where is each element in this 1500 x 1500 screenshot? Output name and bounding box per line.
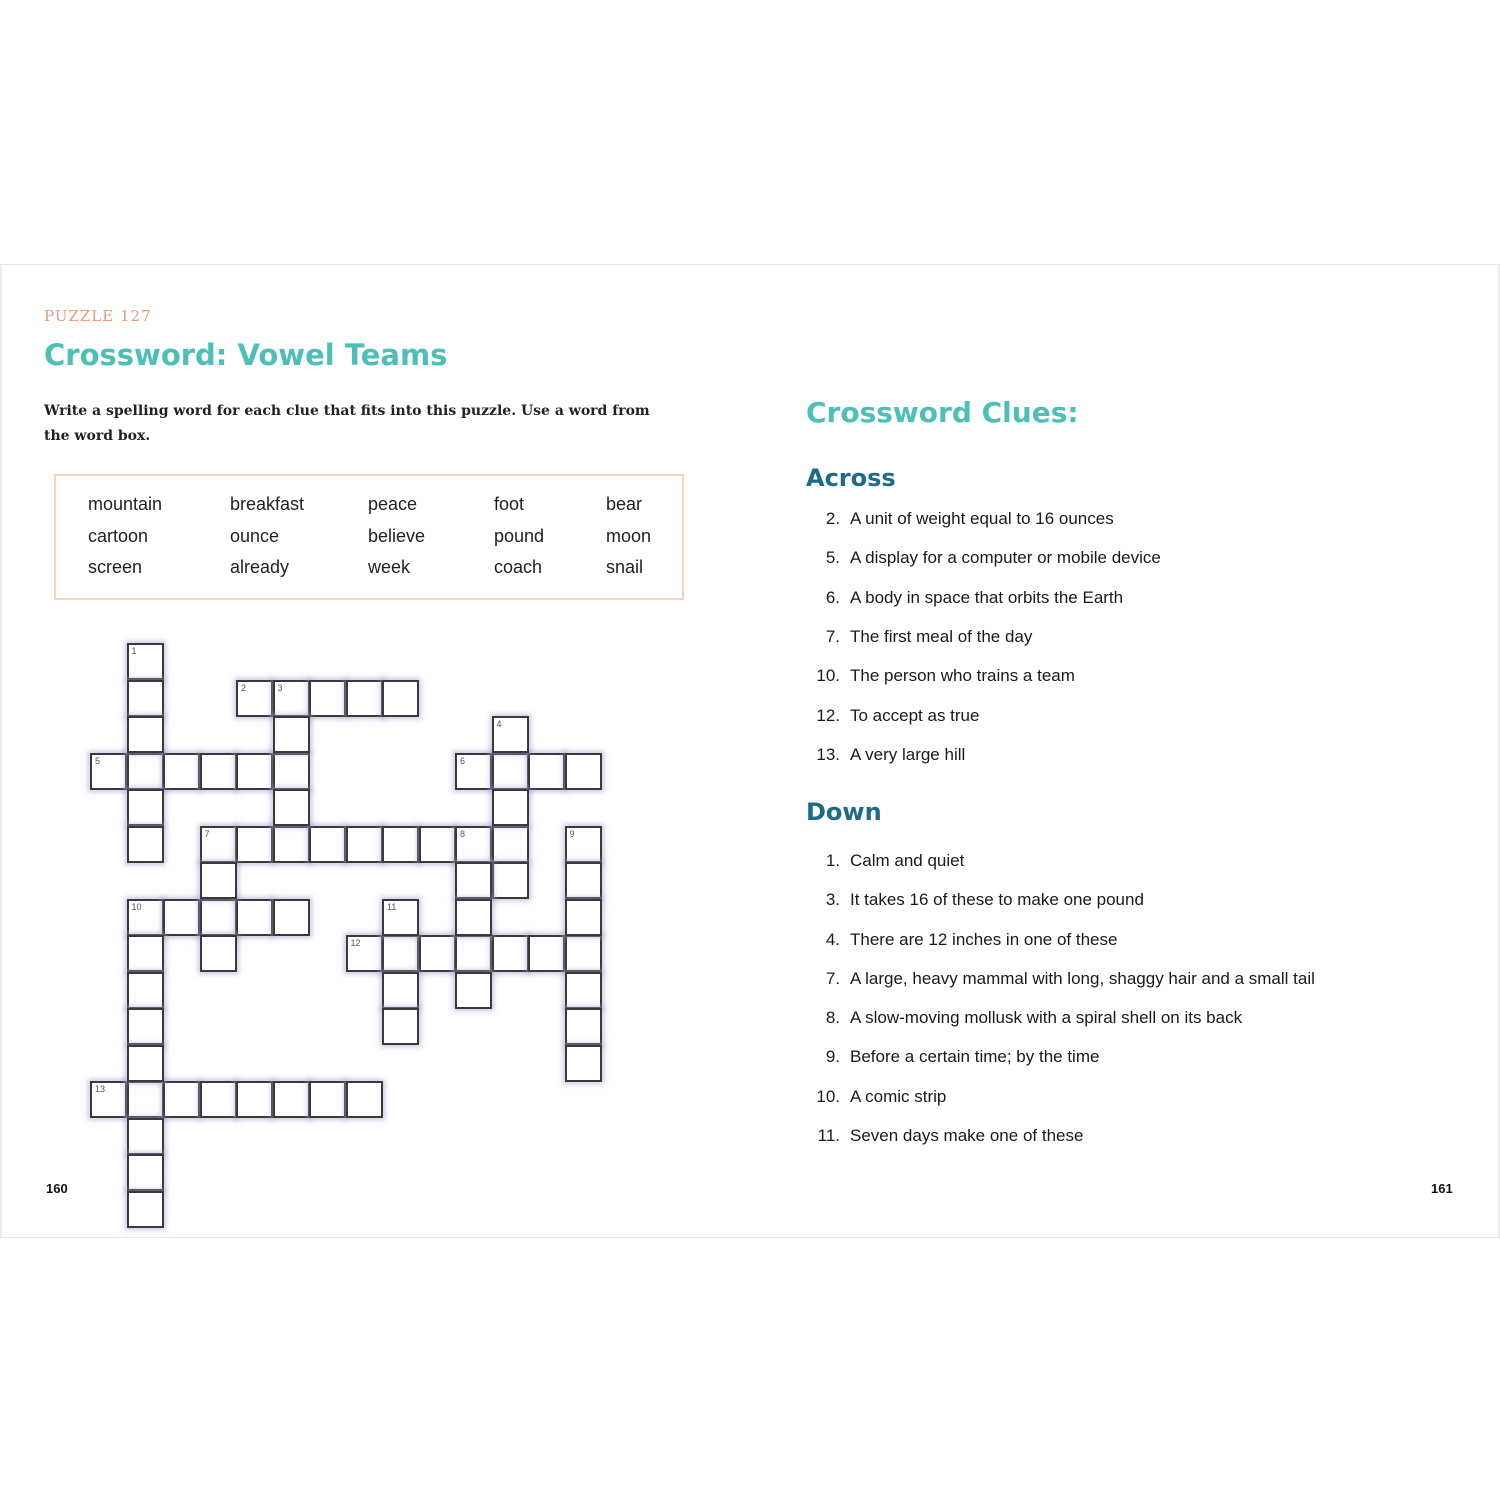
down-clue [806, 1008, 1242, 1028]
cell-number: 4 [496, 719, 502, 729]
across-clue [806, 509, 1114, 529]
crossword-cell[interactable] [127, 1045, 164, 1082]
word-box-word: believe [368, 526, 426, 546]
clue-number: 5. [825, 548, 840, 567]
word-box-word: breakfast [230, 494, 305, 514]
crossword-cell[interactable] [127, 935, 164, 972]
clues-title: Crossword Clues: [806, 396, 1079, 429]
clue-number: 10. [816, 1087, 840, 1106]
crossword-cell[interactable] [346, 1081, 383, 1118]
crossword-cell[interactable] [127, 1154, 164, 1191]
crossword-cell[interactable] [90, 753, 127, 790]
crossword-cell[interactable] [127, 753, 164, 790]
crossword-cell[interactable] [492, 826, 529, 863]
page-title: Crossword: Vowel Teams [44, 338, 448, 372]
crossword-cell[interactable] [382, 826, 419, 863]
cell-number: 6 [460, 755, 466, 766]
cell-number: 8 [460, 828, 466, 839]
word-box-word: ounce [230, 526, 280, 546]
instructions: Write a spelling word for each clue that fits into this puzzle. Use a word from the word box. [44, 403, 650, 444]
crossword-cell[interactable] [200, 899, 237, 936]
word-box-word: bear [606, 494, 643, 514]
cell-number: 12 [350, 938, 361, 948]
clue-number: 12. [816, 706, 840, 725]
crossword-cell[interactable] [382, 899, 419, 936]
crossword-cell[interactable] [200, 753, 237, 790]
clue-number: 1. [825, 851, 840, 870]
word-box-word: cartoon [88, 526, 149, 546]
clue-number: 10. [816, 666, 840, 685]
crossword-cell[interactable] [382, 1008, 419, 1045]
crossword-cell[interactable] [127, 643, 164, 680]
crossword-cell[interactable] [565, 1045, 602, 1082]
clue-number: 2. [825, 509, 840, 528]
clue-text: A comic strip [850, 1087, 947, 1106]
crossword-cell[interactable] [200, 862, 237, 899]
across-clue [806, 627, 1032, 647]
word-box-word: foot [494, 494, 525, 514]
crossword-cell[interactable] [127, 1008, 164, 1045]
crossword-cell[interactable] [455, 935, 492, 972]
clue-text: A display for a computer or mobile device [850, 548, 1161, 567]
crossword-cell[interactable] [127, 680, 164, 717]
clue-number: 13. [816, 745, 840, 764]
word-box-word: screen [88, 557, 143, 577]
clue-number: 7. [825, 627, 840, 646]
crossword-cell[interactable] [309, 826, 346, 863]
crossword-cell[interactable] [127, 1081, 164, 1118]
crossword-cell[interactable] [455, 899, 492, 936]
crossword-cell[interactable] [382, 972, 419, 1009]
crossword-cell[interactable] [273, 899, 310, 936]
cell-number: 10 [131, 901, 142, 912]
page-number-right: 161 [1431, 1181, 1453, 1196]
crossword-cell[interactable] [492, 716, 529, 753]
clue-text: Calm and quiet [850, 851, 965, 870]
cell-number: 1 [131, 646, 137, 656]
crossword-cell[interactable] [455, 753, 492, 790]
crossword-cell[interactable] [200, 935, 237, 972]
crossword-cell[interactable] [565, 862, 602, 899]
crossword-cell[interactable] [127, 789, 164, 826]
crossword-cell[interactable] [309, 1081, 346, 1118]
crossword-cell[interactable] [528, 935, 565, 972]
crossword-cell[interactable] [236, 1081, 273, 1118]
cell-number: 3 [277, 682, 283, 693]
clue-text: A large, heavy mammal with long, shaggy hair and a small tail [850, 969, 1315, 988]
crossword-cell[interactable] [346, 935, 383, 972]
crossword-cell[interactable] [565, 1008, 602, 1045]
crossword-cell[interactable] [382, 935, 419, 972]
cell-number: 7 [204, 828, 210, 839]
crossword-cell[interactable] [200, 826, 237, 863]
clue-text: To accept as true [850, 706, 980, 725]
crossword-cell[interactable] [419, 826, 456, 863]
crossword-cell[interactable] [127, 1118, 164, 1155]
cell-number: 13 [95, 1084, 106, 1094]
clue-number: 8. [825, 1008, 840, 1027]
crossword-cell[interactable] [163, 1081, 200, 1118]
down-heading: Down [806, 798, 882, 826]
clue-number: 6. [825, 588, 840, 607]
across-clue [806, 588, 1123, 608]
cell-number: 2 [241, 682, 247, 693]
word-box-word: snail [606, 557, 644, 577]
page-number-left: 160 [46, 1181, 68, 1196]
word-box-word: mountain [88, 494, 163, 514]
crossword-cell[interactable] [346, 680, 383, 717]
crossword-cell[interactable] [127, 972, 164, 1009]
crossword-cell[interactable] [127, 716, 164, 753]
clue-text: A slow-moving mollusk with a spiral shell on its back [850, 1008, 1243, 1027]
clue-text: Seven days make one of these [850, 1126, 1084, 1145]
crossword-cell[interactable] [492, 753, 529, 790]
crossword-cell[interactable] [565, 935, 602, 972]
crossword-cell[interactable] [273, 680, 310, 717]
down-clue [806, 969, 1315, 989]
across-clue [806, 745, 965, 765]
word-box-word: coach [494, 557, 543, 577]
crossword-cell[interactable] [492, 935, 529, 972]
across-clue [806, 706, 979, 726]
clue-text: The person who trains a team [850, 666, 1075, 685]
across-clue [806, 548, 1161, 568]
crossword-cell[interactable] [309, 680, 346, 717]
clue-text: A body in space that orbits the Earth [850, 588, 1124, 607]
crossword-cell[interactable] [163, 753, 200, 790]
down-clue [806, 1087, 946, 1107]
crossword-cell[interactable] [236, 899, 273, 936]
crossword-cell[interactable] [273, 753, 310, 790]
clue-number: 11. [817, 1126, 840, 1145]
crossword-cell[interactable] [455, 826, 492, 863]
page-edge-left [0, 265, 2, 1237]
crossword-cell[interactable] [382, 680, 419, 717]
crossword-cell[interactable] [528, 753, 565, 790]
crossword-cell[interactable] [565, 753, 602, 790]
clue-text: A unit of weight equal to 16 ounces [850, 509, 1114, 528]
clue-number: 9. [825, 1047, 840, 1066]
crossword-cell[interactable] [492, 789, 529, 826]
crossword-cell[interactable] [273, 1081, 310, 1118]
down-clue [806, 890, 1144, 910]
word-box-word: pound [494, 526, 545, 546]
crossword-cell[interactable] [565, 826, 602, 863]
crossword-cell[interactable] [236, 753, 273, 790]
word-box-word: week [368, 557, 411, 577]
clue-number: 4. [825, 930, 840, 949]
crossword-cell[interactable] [273, 716, 310, 753]
word-box-word: moon [606, 526, 652, 546]
cell-number: 9 [569, 828, 575, 839]
crossword-cell[interactable] [163, 899, 200, 936]
crossword-cell[interactable] [565, 972, 602, 1009]
clue-text: Before a certain time; by the time [850, 1047, 1100, 1066]
crossword-cell[interactable] [455, 862, 492, 899]
puzzle-label: PUZZLE 127 [44, 307, 152, 325]
across-heading: Across [806, 464, 896, 492]
crossword-cell[interactable] [236, 680, 273, 717]
crossword-cell[interactable] [200, 1081, 237, 1118]
clue-text: The first meal of the day [850, 627, 1033, 646]
crossword-cell[interactable] [455, 972, 492, 1009]
across-clue [806, 666, 1075, 686]
crossword-cell[interactable] [127, 899, 164, 936]
crossword-cell[interactable] [90, 1081, 127, 1118]
crossword-cell[interactable] [492, 862, 529, 899]
clue-number: 7. [825, 969, 840, 988]
clue-text: There are 12 inches in one of these [850, 930, 1118, 949]
word-box-word: already [230, 557, 290, 577]
clue-number: 3. [825, 890, 840, 909]
cell-number: 11 [387, 901, 397, 912]
crossword-cell[interactable] [273, 789, 310, 826]
down-clue [806, 1126, 1083, 1146]
clue-text: It takes 16 of these to make one pound [850, 890, 1144, 909]
cell-number: 5 [95, 755, 101, 766]
word-box-word: peace [368, 494, 418, 514]
crossword-cell[interactable] [273, 826, 310, 863]
word-box [54, 474, 684, 600]
crossword-cell[interactable] [346, 826, 383, 863]
clue-text: A very large hill [850, 745, 966, 764]
crossword-cell[interactable] [419, 935, 456, 972]
crossword-cell[interactable] [236, 826, 273, 863]
down-clue [806, 1047, 1099, 1067]
crossword-cell[interactable] [127, 826, 164, 863]
crossword-cell[interactable] [127, 1191, 164, 1228]
crossword-cell[interactable] [565, 899, 602, 936]
down-clue [806, 851, 964, 871]
down-clue [806, 930, 1117, 950]
